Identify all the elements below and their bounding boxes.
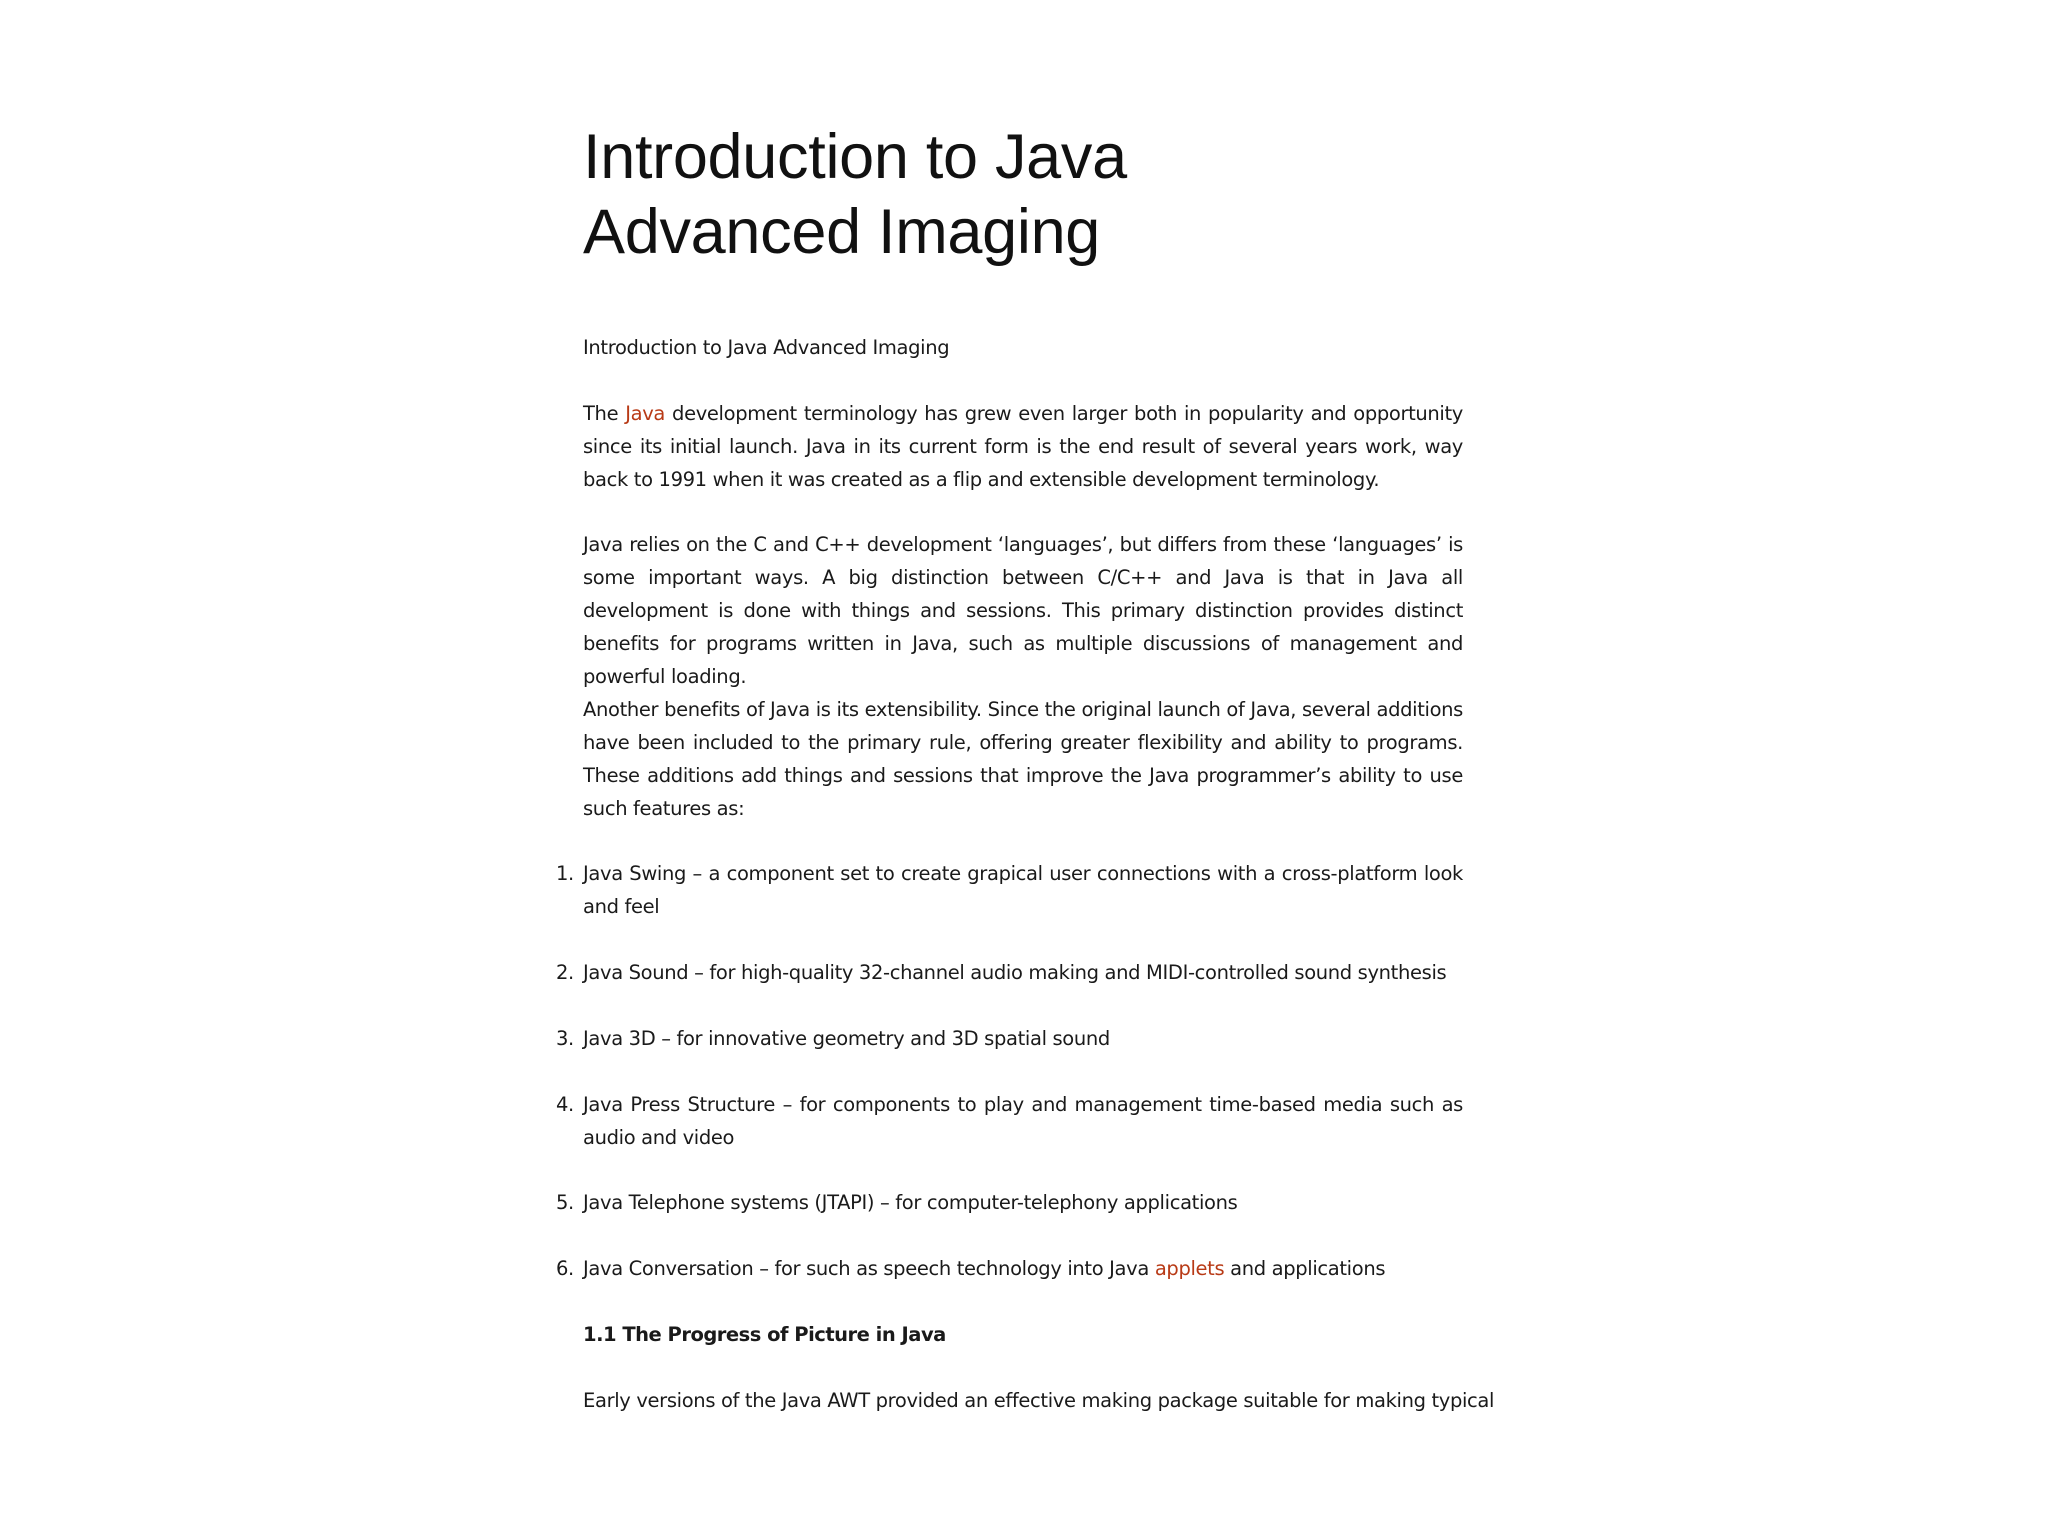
- list-item-text-end: and applications: [1224, 1257, 1386, 1280]
- paragraph-intro-start: The: [583, 402, 626, 425]
- list-item: [556, 956, 1463, 989]
- list-number: 4.: [556, 1093, 574, 1116]
- title-line-1: Introduction to Java: [583, 122, 1127, 192]
- title-line-2: Advanced Imaging: [583, 197, 1101, 267]
- paragraph-intro-rest: development terminology has grew even larger both in popularity and opportunity since its initial launch. Java in its current form is the end result of several years work, way back to 1991 when it was created as a flip and extensible development terminology.: [583, 402, 1463, 491]
- list-number: 5.: [556, 1191, 574, 1214]
- list-number: 3.: [556, 1027, 574, 1050]
- paragraph-languages: Java relies on the C and C++ development ‘languages’, but differs from these ‘languages’ is some important ways. A big distinction between C/C++ and Java is that in Java all development is done with things and sessions. This primary distinction provides distinct benefits for programs written in Java, such as multiple discussions of management and powerful loading.: [583, 533, 1463, 688]
- list-item: [556, 1252, 1463, 1285]
- paragraph-extensibility: Another benefits of Java is its extensibility. Since the original launch of Java, several additions have been included to the primary rule, offering greater flexibility and ability to programs. These additions add things and sessions that improve the Java programmer’s ability to use such features as:: [583, 698, 1463, 820]
- page-title: [583, 120, 1463, 270]
- list-number: 2.: [556, 961, 574, 984]
- list-item-text-start: Java Conversation – for such as speech technology into Java: [583, 1257, 1155, 1280]
- document-content: [556, 120, 1495, 1412]
- list-item-text: Java Telephone systems (JTAPI) – for computer-telephony applications: [583, 1191, 1238, 1214]
- list-number: 6.: [556, 1257, 574, 1280]
- java-link[interactable]: Java: [625, 402, 666, 425]
- list-item: [556, 1088, 1463, 1154]
- list-item: [556, 1022, 1463, 1055]
- list-item-text: Java Sound – for high-quality 32-channel audio making and MIDI-controlled sound synthesis: [583, 961, 1447, 984]
- paragraph-progress: Early versions of the Java AWT provided an effective making package suitable for making typical: [583, 1389, 1495, 1412]
- list-item-text: Java Swing – a component set to create grapical user connections with a cross-platform look and feel: [583, 862, 1463, 918]
- document-subheading: Introduction to Java Advanced Imaging: [583, 336, 950, 359]
- list-item: [556, 857, 1463, 923]
- list-item-text: Java 3D – for innovative geometry and 3D spatial sound: [583, 1027, 1110, 1050]
- list-item: [556, 1186, 1463, 1219]
- list-number: 1.: [556, 862, 574, 885]
- applets-link[interactable]: applets: [1154, 1257, 1225, 1280]
- list-item-text: Java Press Structure – for components to play and management time-based media such as audio and video: [583, 1093, 1463, 1149]
- paragraph-intro: [583, 397, 1463, 496]
- section-heading: 1.1 The Progress of Picture in Java: [583, 1323, 946, 1346]
